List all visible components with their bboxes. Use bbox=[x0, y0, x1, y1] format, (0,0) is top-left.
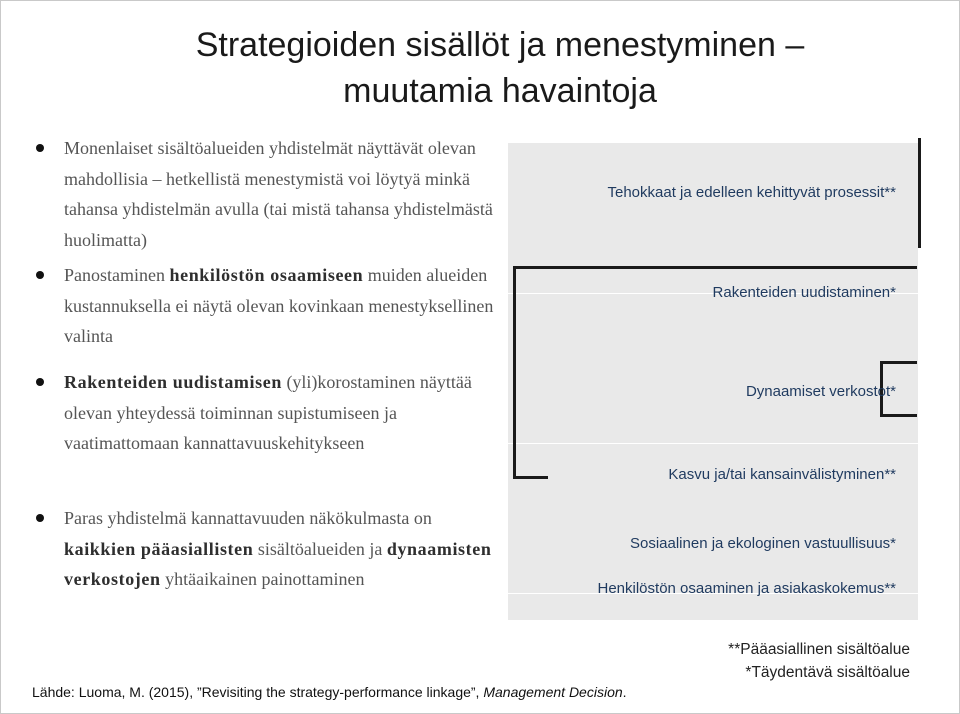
bullet-item bbox=[64, 260, 504, 352]
bullet-text: Monenlaiset sisältöalueiden yhdistelmät näyttävät olevan mahdollisia – hetkellistä menestymistä voi löytyä minkä tahansa yhdistelmän avulla (tai mistä tahansa yhdistelmästä huolimatta) bbox=[64, 138, 493, 250]
dendrogram-branch bbox=[880, 361, 917, 364]
bullet-text: muiden alueiden kustannuksella ei näytä olevan kovinkaan menestyksellinen valinta bbox=[64, 265, 494, 346]
bullet-text: yhtäaikainen painottaminen bbox=[160, 569, 365, 589]
title-line-1: Strategioiden sisällöt ja menestyminen – bbox=[195, 26, 805, 64]
bullet-text: Panostaminen bbox=[64, 265, 170, 285]
bullet-dot-icon bbox=[36, 378, 44, 386]
dendrogram-leaf-label: Rakenteiden uudistaminen* bbox=[712, 284, 896, 301]
bullet-text: sisältöalueiden ja bbox=[253, 538, 387, 559]
title-line-2: muutamia havaintoja bbox=[343, 72, 657, 110]
citation-text: Lähde: Luoma, M. (2015), ”Revisiting the strategy-performance linkage”, bbox=[32, 684, 484, 700]
dendrogram-branch bbox=[513, 266, 917, 269]
page-title bbox=[140, 22, 860, 114]
dendrogram-leaf-label: Henkilöstön osaaminen ja asiakaskokemus** bbox=[597, 580, 896, 597]
dendrogram-leaf-label: Tehokkaat ja edelleen kehittyvät prosessit** bbox=[607, 184, 896, 201]
dendrogram-branch bbox=[513, 266, 516, 479]
dendrogram-leaf-label: Dynaamiset verkostot* bbox=[745, 383, 896, 400]
dendrogram-leaf-label: Kasvu ja/tai kansainvälistyminen** bbox=[668, 466, 896, 483]
bullet-dot-icon bbox=[36, 514, 44, 522]
legend bbox=[728, 638, 910, 684]
bullet-item bbox=[64, 367, 504, 459]
dendrogram-branch bbox=[513, 476, 548, 479]
bullet-dot-icon bbox=[36, 144, 44, 152]
bullet-emphasis: henkilöstön osaamiseen bbox=[169, 265, 364, 285]
bullet-item bbox=[64, 133, 504, 255]
bullet-emphasis: kaikkien pääasiallisten bbox=[64, 538, 254, 559]
source-citation bbox=[32, 684, 627, 700]
bullet-text: (yli)korostaminen näyttää olevan yhteydessä toiminnan supistumiseen ja vaatimattomaan kannattavuuskehitykseen bbox=[64, 372, 472, 453]
bullet-text: Paras yhdistelmä kannattavuuden näkökulmasta on bbox=[64, 508, 432, 528]
bullet-emphasis: Rakenteiden uudistamisen bbox=[64, 372, 282, 392]
grid-line bbox=[508, 443, 918, 444]
legend-primary: **Pääasiallinen sisältöalue bbox=[728, 641, 910, 658]
dendrogram-leaf-label: Sosiaalinen ja ekologinen vastuullisuus* bbox=[629, 535, 896, 552]
bullet-dot-icon bbox=[36, 271, 44, 279]
legend-secondary: *Täydentävä sisältöalue bbox=[745, 664, 910, 681]
bullet-emphasis: dynaamisten verkostojen bbox=[64, 538, 492, 589]
dendrogram-diagram bbox=[508, 143, 918, 620]
dendrogram-branch bbox=[918, 138, 921, 248]
citation-end: . bbox=[622, 684, 627, 700]
citation-journal: Management Decision bbox=[483, 684, 623, 700]
dendrogram-branch bbox=[880, 414, 917, 417]
bullet-item bbox=[64, 503, 504, 595]
